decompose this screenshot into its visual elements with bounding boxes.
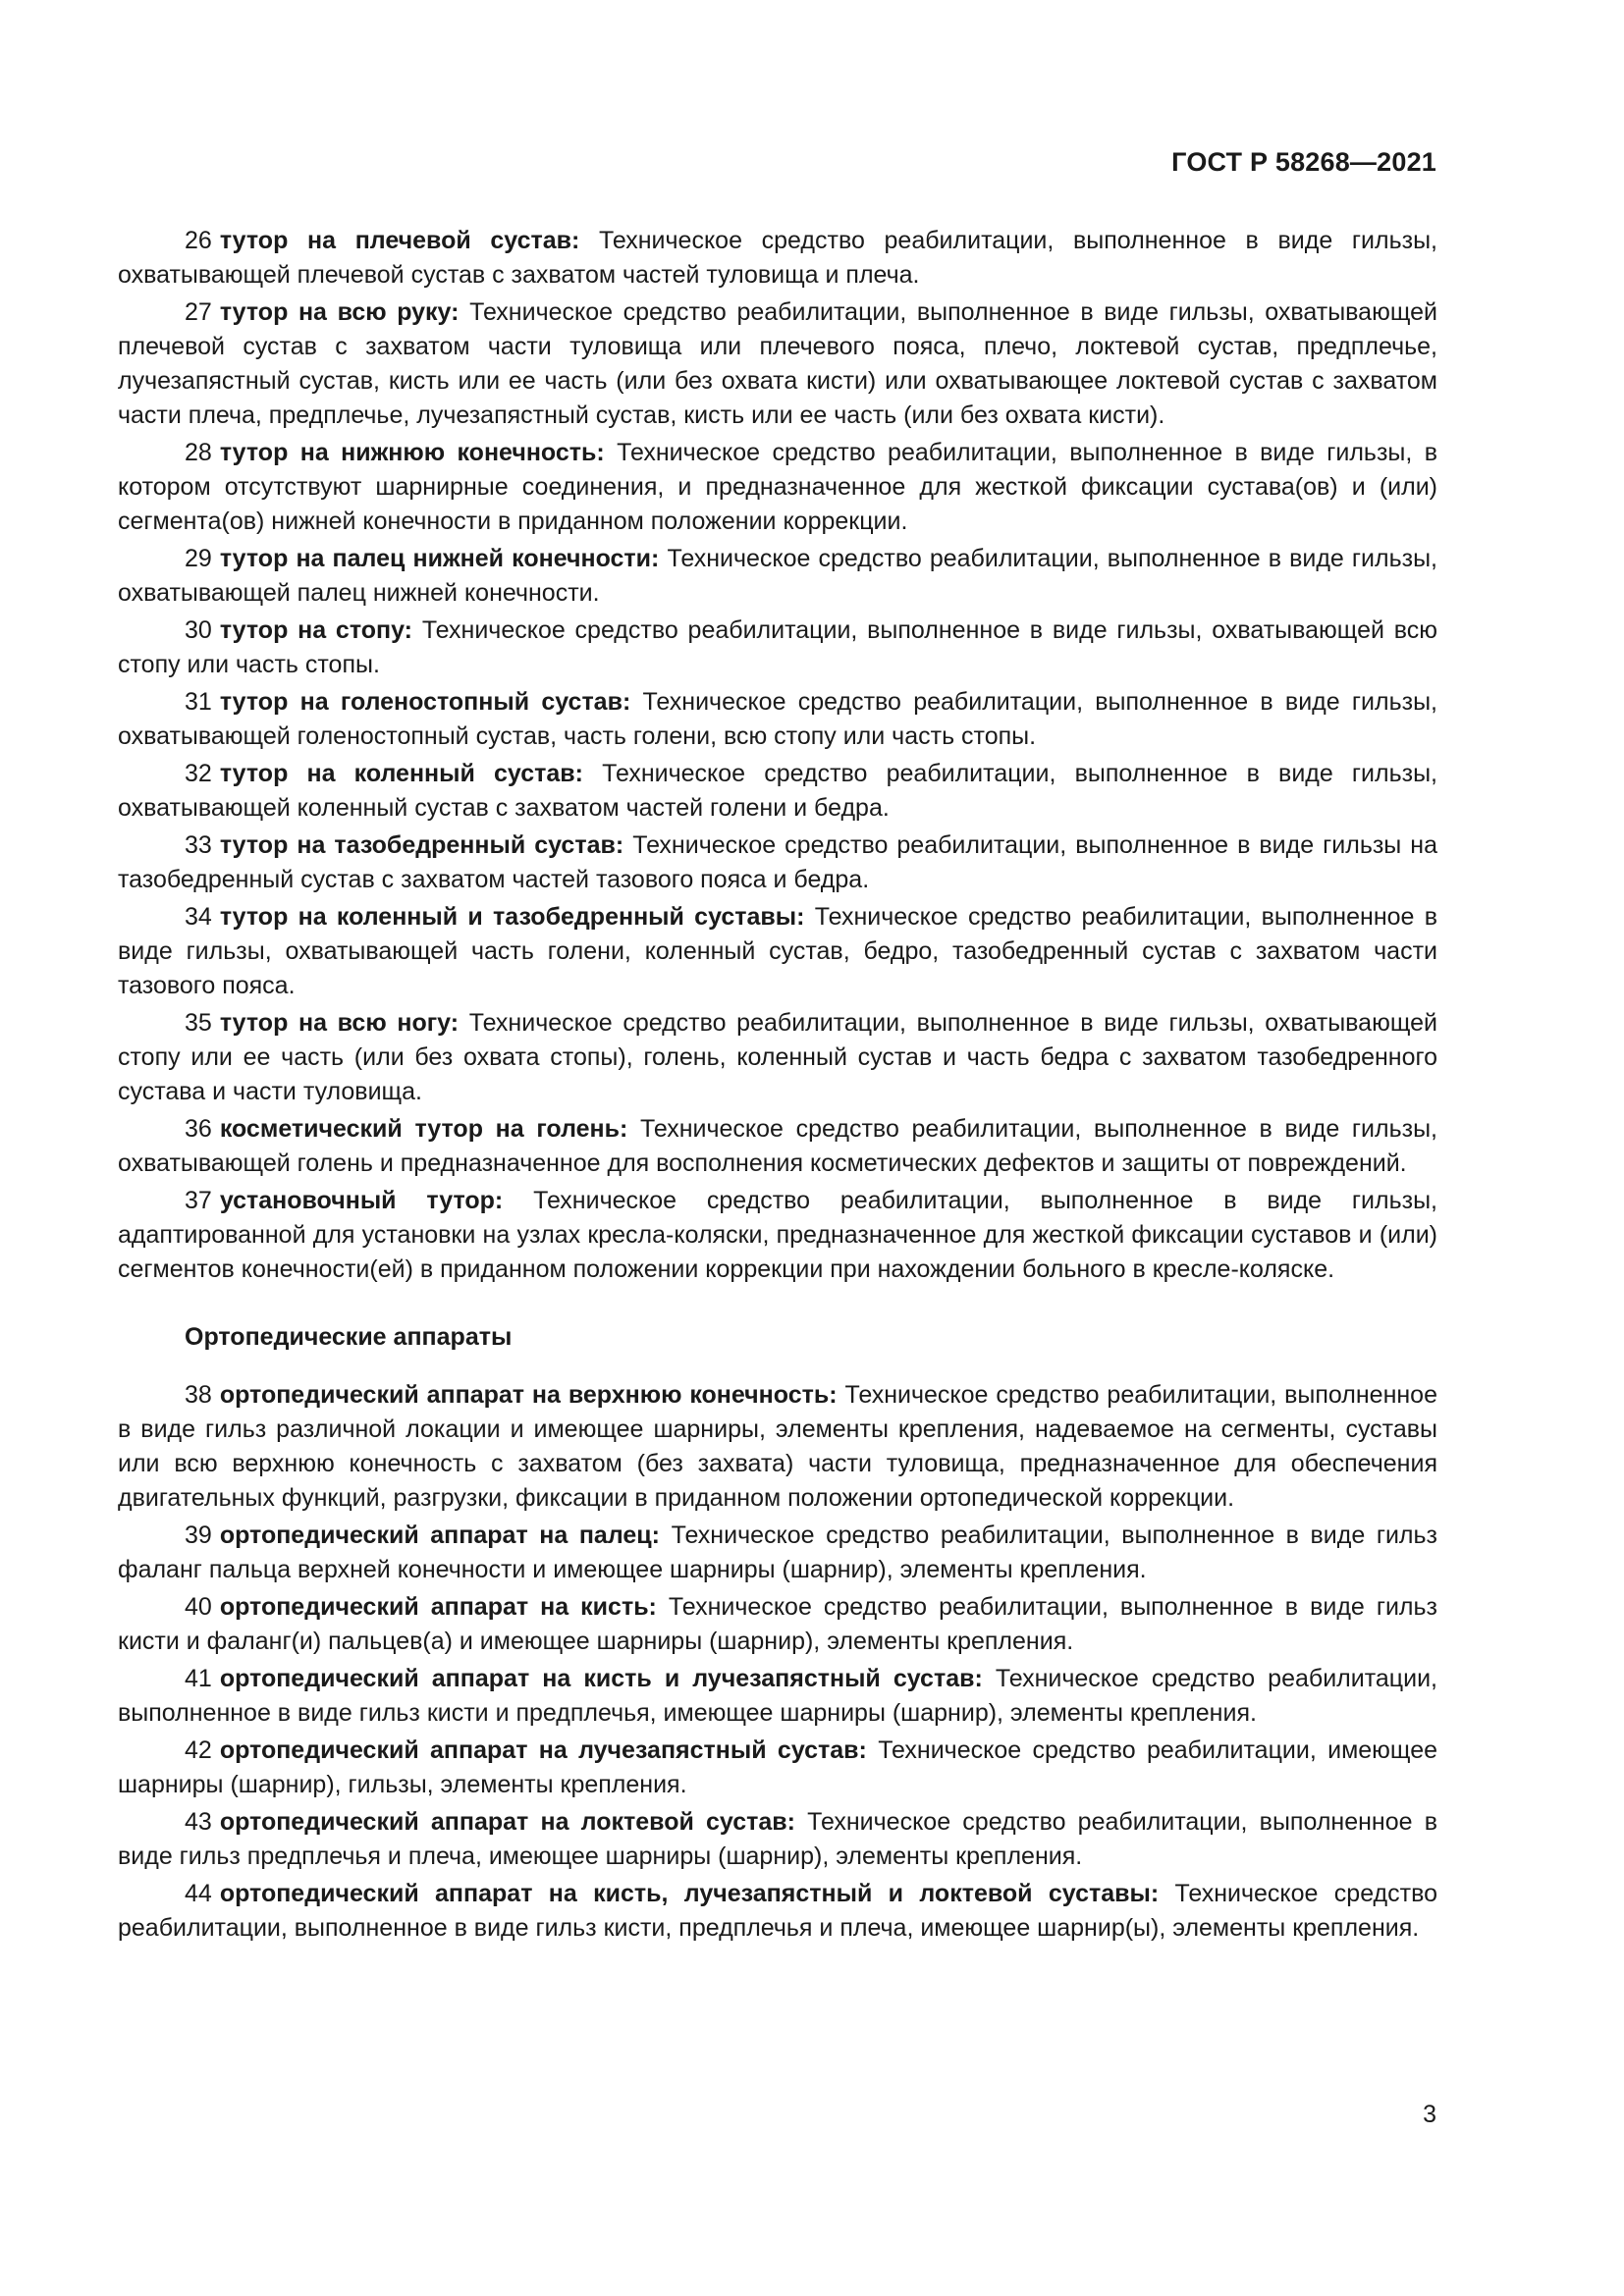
- entry-term: тутор на всю руку:: [219, 298, 460, 326]
- entry-definition: Техническое средство реабилитации, выполненное в виде гильз кисти, предплечья и плеча, имеющее шарнир(ы), элементы крепления.: [118, 1880, 1437, 1942]
- section-tutors: [118, 224, 1437, 1287]
- entry-term: тутор на нижнюю конечность:: [219, 439, 605, 466]
- entry-term: тутор на голеностопный сустав:: [219, 688, 631, 716]
- entry-number: 31: [185, 688, 212, 716]
- entry-definition: Техническое средство реабилитации, имеющее шарниры (шарнир), гильзы, элементы крепления.: [118, 1736, 1438, 1798]
- section-title: Ортопедические аппараты: [185, 1323, 513, 1351]
- entry-term: тутор на коленный и тазобедренный суставы:: [219, 903, 805, 931]
- entry-term: тутор на коленный сустав:: [219, 760, 583, 787]
- entry-definition: Техническое средство реабилитации, выполненное в виде гильз фаланг пальца верхней конечности и имеющее шарниры (шарнир), элементы крепления.: [118, 1522, 1437, 1583]
- entry-definition: Техническое средство реабилитации, выполненное в виде гильзы, охватывающей стопу или ее часть (или без охвата стопы), голень, коленный сустав и часть бедра с захватом тазобедренного сустава и части туловища.: [118, 1009, 1437, 1105]
- definition-entry: [118, 900, 1437, 1003]
- entry-number: 37: [185, 1187, 212, 1214]
- entry-definition: Техническое средство реабилитации, выполненное в виде гильз кисти и фаланг(и) пальцев(а) и имеющее шарниры (шарнир), элементы крепления.: [118, 1593, 1437, 1655]
- entry-term: ортопедический аппарат на палец:: [219, 1522, 660, 1549]
- entry-definition: Техническое средство реабилитации, выполненное в виде гильзы, охватывающей плечевой сустав с захватом части туловища или плечевого пояса, плечо, локтевой сустав, предплечье, лучезапястный сустав, кисть или ее часть (или без охвата кисти) или охватывающее локтевой сустав с захватом части плеча, предплечье, лучезапястный сустав, кисть или ее часть (или без охвата кисти).: [118, 298, 1437, 429]
- entry-number: 32: [185, 760, 212, 787]
- definition-entry: [118, 1184, 1437, 1287]
- entry-number: 38: [185, 1381, 212, 1409]
- entry-term: ортопедический аппарат на лучезапястный сустав:: [219, 1736, 867, 1764]
- entry-definition: Техническое средство реабилитации, выполненное в виде гильз предплечья и плеча, имеющее шарниры (шарнир), элементы крепления.: [118, 1808, 1438, 1870]
- entry-number: 27: [185, 298, 212, 326]
- definition-entry: [118, 614, 1437, 682]
- entry-term: ортопедический аппарат на локтевой сустав:: [219, 1808, 795, 1836]
- definition-entry: [118, 1378, 1437, 1516]
- entry-number: 44: [185, 1880, 212, 1907]
- entry-definition: Техническое средство реабилитации, выполненное в виде гильз различной локации и имеющее шарниры, элементы крепления, надеваемое на сегменты, суставы или всю верхнюю конечность с захватом (без захвата) части туловища, предназначенное для обеспечения двигательных функций, разгрузки, фиксации в приданном положении ортопедической коррекции.: [118, 1381, 1437, 1512]
- definition-entry: [118, 828, 1437, 897]
- definition-entry: [118, 1662, 1437, 1731]
- definition-entry: [118, 685, 1437, 754]
- entry-term: ортопедический аппарат на кисть:: [219, 1593, 657, 1621]
- entry-definition: Техническое средство реабилитации, выполненное в виде гильзы, охватывающей коленный сустав с захватом частей голени и бедра.: [118, 760, 1438, 822]
- entry-definition: Техническое средство реабилитации, выполненное в виде гильзы, охватывающей палец нижней конечности.: [118, 545, 1437, 607]
- definition-entry: [118, 1006, 1437, 1109]
- entry-term: ортопедический аппарат на кисть и лучезапястный сустав:: [219, 1665, 983, 1692]
- page-number: 3: [1423, 2101, 1436, 2128]
- entry-term: тутор на стопу:: [219, 616, 413, 644]
- definition-entry: [118, 1805, 1437, 1874]
- entry-number: 42: [185, 1736, 212, 1764]
- entry-term: косметический тутор на голень:: [219, 1115, 628, 1143]
- entry-definition: Техническое средство реабилитации, выполненное в виде гильз кисти и предплечья, имеющее шарниры (шарнир), элементы крепления.: [118, 1665, 1437, 1727]
- entry-number: 35: [185, 1009, 212, 1037]
- section-orthopedic-devices: [118, 1378, 1437, 1946]
- entry-definition: Техническое средство реабилитации, выполненное в виде гильзы, охватывающей часть голени, коленный сустав, бедро, тазобедренный сустав с захватом части тазового пояса.: [118, 903, 1438, 999]
- entry-number: 41: [185, 1665, 212, 1692]
- entry-number: 36: [185, 1115, 212, 1143]
- entry-term: тутор на плечевой сустав:: [219, 227, 580, 254]
- definition-entry: [118, 224, 1437, 293]
- entry-number: 43: [185, 1808, 212, 1836]
- entry-term: тутор на всю ногу:: [219, 1009, 460, 1037]
- entry-term: установочный тутор:: [219, 1187, 504, 1214]
- definition-entry: [118, 1734, 1437, 1802]
- entry-definition: Техническое средство реабилитации, выполненное в виде гильзы, охватывающей плечевой сустав с захватом частей туловища и плеча.: [118, 227, 1437, 289]
- definition-entry: [118, 1590, 1437, 1659]
- standard-id-header: ГОСТ Р 58268—2021: [1171, 147, 1436, 177]
- entry-number: 30: [185, 616, 212, 644]
- entry-term: ортопедический аппарат на верхнюю конечность:: [219, 1381, 838, 1409]
- entry-number: 28: [185, 439, 212, 466]
- entry-definition: Техническое средство реабилитации, выполненное в виде гильзы, охватывающей голеностопный сустав, часть голени, всю стопу или часть стопы.: [118, 688, 1437, 750]
- entry-number: 29: [185, 545, 212, 572]
- document-body: [118, 224, 1437, 1949]
- entry-number: 39: [185, 1522, 212, 1549]
- entry-definition: Техническое средство реабилитации, выполненное в виде гильзы, в котором отсутствуют шарнирные соединения, и предназначенное для жесткой фиксации сустава(ов) и (или) сегмента(ов) нижней конечности в приданном положении коррекции.: [118, 439, 1437, 535]
- definition-entry: [118, 1519, 1437, 1587]
- entry-number: 34: [185, 903, 212, 931]
- entry-number: 33: [185, 831, 212, 859]
- definition-entry: [118, 436, 1437, 539]
- definition-entry: [118, 757, 1437, 826]
- definition-entry: [118, 1877, 1437, 1946]
- entry-term: тутор на палец нижней конечности:: [219, 545, 660, 572]
- definition-entry: [118, 542, 1437, 611]
- entry-definition: Техническое средство реабилитации, выполненное в виде гильзы, охватывающей голень и предназначенное для восполнения косметических дефектов и защиты от повреждений.: [118, 1115, 1438, 1177]
- entry-definition: Техническое средство реабилитации, выполненное в виде гильзы, адаптированной для установки на узлах кресла-коляски, предназначенное для жесткой фиксации суставов и (или) сегментов конечности(ей) в приданном положении коррекции при нахождении больного в кресле-коляске.: [118, 1187, 1437, 1283]
- entry-term: ортопедический аппарат на кисть, лучезапястный и локтевой суставы:: [219, 1880, 1160, 1907]
- entry-definition: Техническое средство реабилитации, выполненное в виде гильзы на тазобедренный сустав с захватом частей тазового пояса и бедра.: [118, 831, 1437, 893]
- entry-term: тутор на тазобедренный сустав:: [219, 831, 624, 859]
- entry-number: 40: [185, 1593, 212, 1621]
- definition-entry: [118, 1112, 1437, 1181]
- entry-definition: Техническое средство реабилитации, выполненное в виде гильзы, охватывающей всю стопу или часть стопы.: [118, 616, 1437, 678]
- entry-number: 26: [185, 227, 212, 254]
- definition-entry: [118, 295, 1437, 433]
